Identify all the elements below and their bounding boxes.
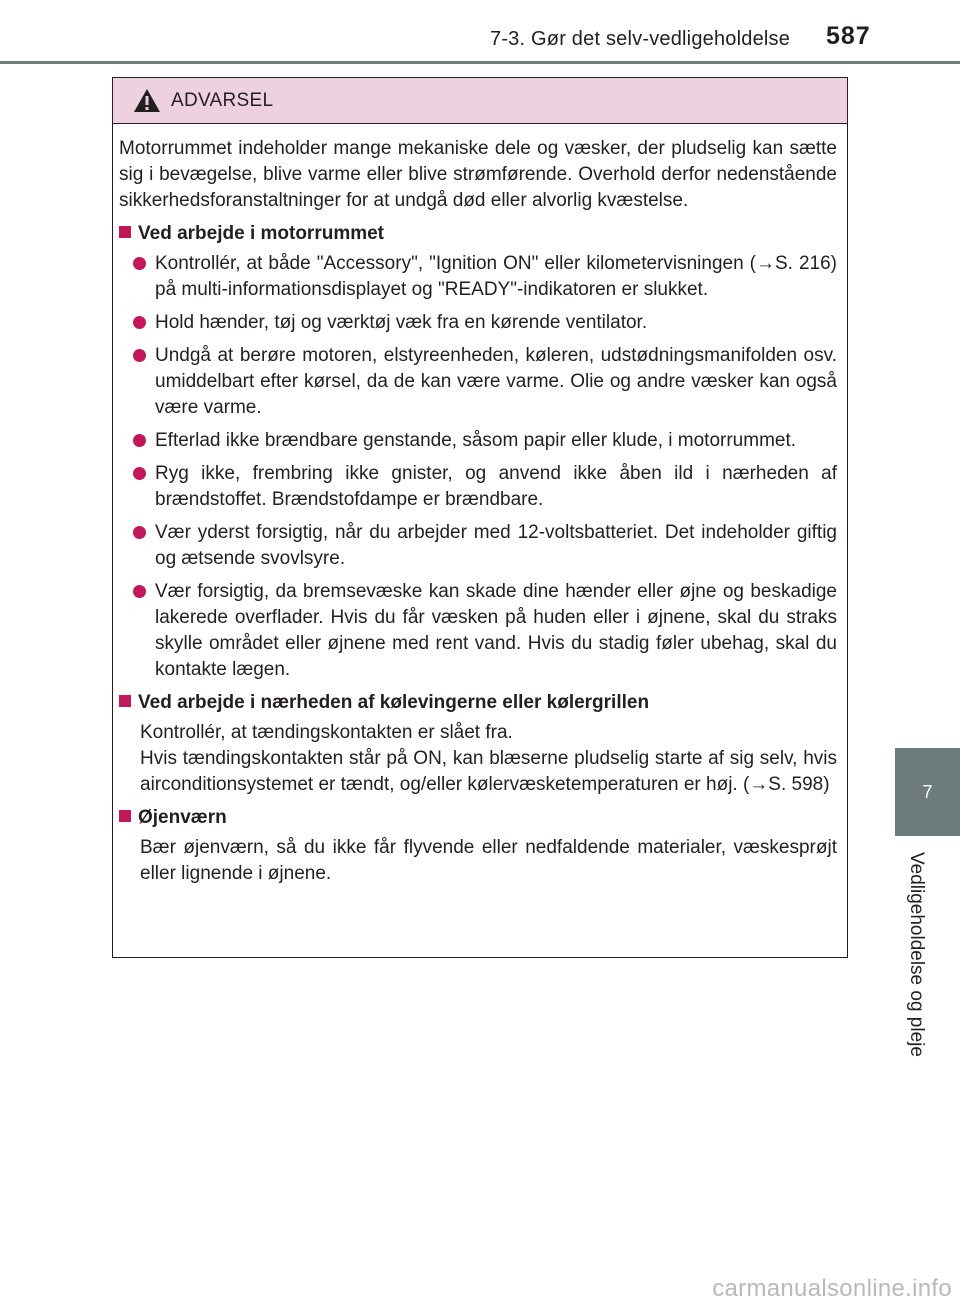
header-divider [0, 61, 960, 64]
bullet-dot-icon [133, 467, 146, 480]
section-paragraph: Hvis tændingskontakten står på ON, kan blæserne pludselig starte af sig selv, hvis airconditionsystemet er tændt, og/eller kølervæsketemperaturen er høj. (→S. 598) [140, 748, 837, 795]
page-number: 587 [826, 22, 871, 50]
section-heading-text: Ved arbejde i nærheden af kølevingerne eller kølergrillen [138, 692, 650, 713]
chapter-title-vertical [898, 845, 934, 1063]
chapter-title: Vedligeholdelse og pleje [906, 851, 927, 1057]
list-item [133, 310, 837, 336]
bullet-dot-icon [133, 316, 146, 329]
list-item-text: Undgå at berøre motoren, elstyreenheden, køleren, udstødningsmanifolden osv. umiddelbart efter kørsel, da de kan være varme. Olie og andre væsker kan også være varme. [155, 345, 837, 418]
list-item [133, 251, 837, 303]
bullet-dot-icon [133, 585, 146, 598]
warning-intro: Motorrummet indeholder mange mekaniske dele og væsker, der pludselig kan sætte sig i bevægelse, blive varme eller blive strømførende. Overhold derfor nedenstående sikkerhedsforanstaltninger for at undgå død eller alvorlig kvæstelse. [119, 138, 837, 211]
section-heading [119, 805, 837, 831]
chapter-number: 7 [922, 781, 933, 802]
section-header: 7-3. Gør det selv-vedligeholdelse [490, 28, 791, 50]
list-item [133, 520, 837, 572]
section-paragraph: Kontrollér, at tændingskontakten er slået fra. [140, 722, 513, 743]
section-paragraph: Bær øjenværn, så du ikke får flyvende eller nedfaldende materialer, væskesprøjt eller lignende i øjnene. [140, 837, 837, 884]
bullet-dot-icon [133, 257, 146, 270]
list-item-text: Vær yderst forsigtig, når du arbejder med 12-voltsbatteriet. Det indeholder giftig og ætsende svovlsyre. [155, 522, 837, 569]
warning-header [113, 78, 847, 124]
bullet-dot-icon [133, 526, 146, 539]
bullet-dot-icon [133, 434, 146, 447]
list-item-text: Kontrollér, at både "Accessory", "Ignition ON" eller kilometervisningen (→S. 216) på multi-informationsdisplayet og "READY"-indikatoren er slukket. [155, 253, 837, 300]
warning-triangle-icon [133, 88, 161, 113]
list-item [133, 461, 837, 513]
warning-body [113, 124, 847, 887]
warning-title: ADVARSEL [171, 89, 274, 111]
section-heading [119, 690, 837, 716]
section-heading-text: Øjenværn [138, 807, 227, 828]
bullet-dot-icon [133, 349, 146, 362]
watermark: carmanualsonline.info [712, 1275, 952, 1302]
list-item-text: Ryg ikke, frembring ikke gnister, og anvend ikke åben ild i nærheden af brændstoffet. Brændstofdampe er brændbare. [155, 463, 837, 510]
square-bullet-icon [119, 226, 131, 238]
list-item [133, 579, 837, 683]
section-heading-text: Ved arbejde i motorrummet [138, 223, 385, 244]
section-heading [119, 221, 837, 247]
chapter-tab [895, 748, 960, 836]
list-item-text: Hold hænder, tøj og værktøj væk fra en kørende ventilator. [155, 312, 648, 333]
warning-box [112, 77, 848, 958]
list-item-text: Efterlad ikke brændbare genstande, såsom papir eller klude, i motorrummet. [155, 430, 797, 451]
list-item [133, 343, 837, 421]
list-item [133, 428, 837, 454]
square-bullet-icon [119, 810, 131, 822]
list-item-text: Vær forsigtig, da bremsevæske kan skade dine hænder eller øjne og beskadige lakerede overflader. Hvis du får væsken på huden eller i øjnene, skal du straks skylle området eller øjnene med rent vand. Hvis du stadig føler ubehag, skal du kontakte lægen. [155, 581, 837, 680]
square-bullet-icon [119, 695, 131, 707]
